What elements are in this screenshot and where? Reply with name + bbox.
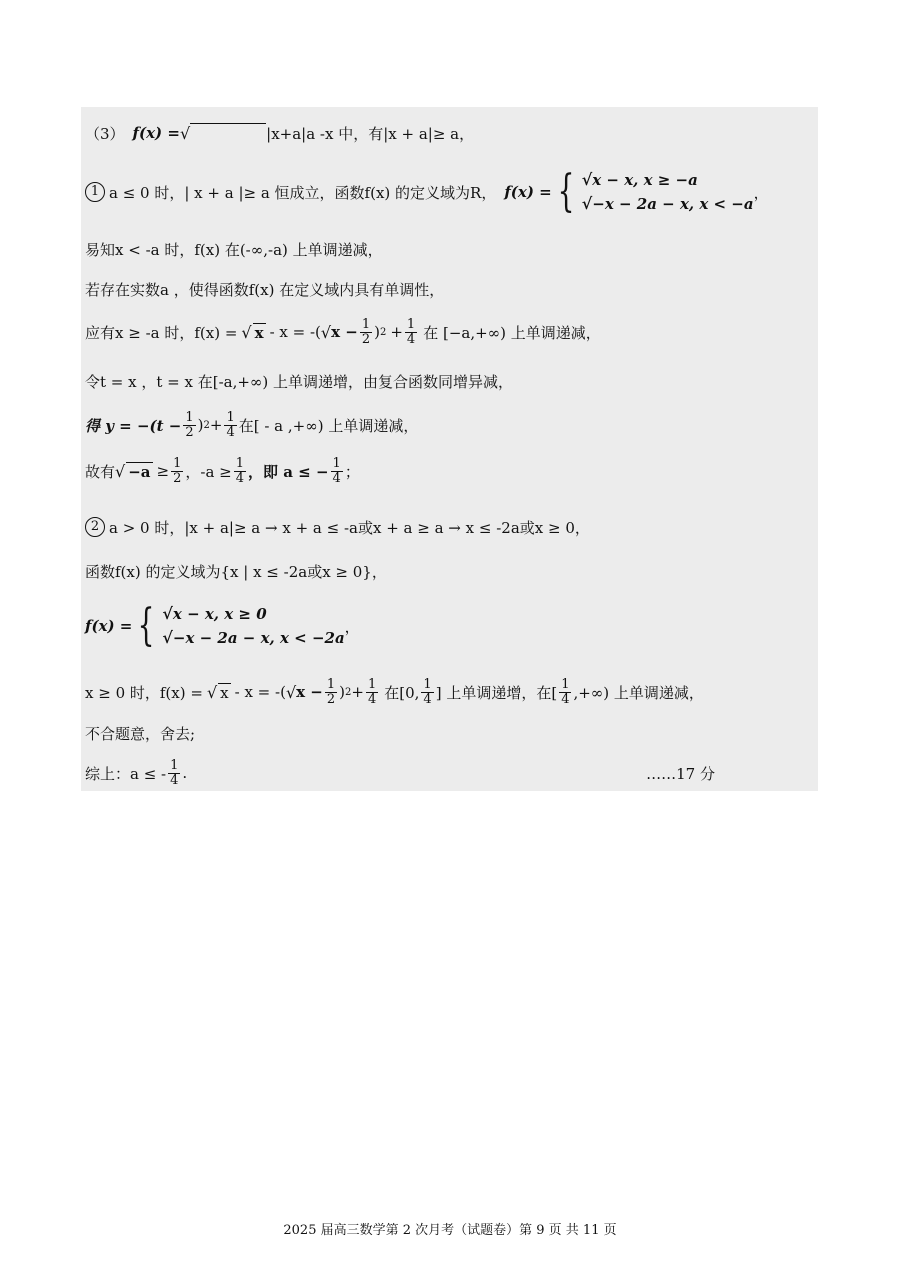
fraction-half: $\frac{1}{2}$ bbox=[361, 316, 371, 347]
line-6: 令t = x ，t = x 在[-a,+∞) 上单调递增，由复合函数同增异减， bbox=[85, 372, 514, 391]
line-part3-header bbox=[85, 113, 474, 153]
circled-1-icon: 1 bbox=[85, 182, 105, 202]
line-10: 函数f(x) 的定义域为{x | x ≤ -2a或x ≥ 0}， bbox=[85, 562, 387, 581]
solution-box bbox=[81, 107, 818, 791]
score-label: ……17 分 bbox=[646, 764, 715, 783]
function-label: f(x) = bbox=[85, 617, 133, 635]
fraction-quarter: $\frac{1}{4}$ bbox=[406, 316, 416, 347]
line-8: 故有 √ −a ≥ $\frac{1}{2}$ ，-a ≥ $\frac{1}{4}$ ，即 a ≤ − $\frac{1}{4}$ ； bbox=[85, 455, 360, 486]
brace-icon: { bbox=[137, 600, 155, 651]
case-2: √−x − 2a − x, x < −a bbox=[581, 194, 754, 213]
line-12: x ≥ 0 时，f(x) = √ x - x = -( √ x − $\frac{1}{2}$ ) 2 + $\frac{1}{4}$ 在[0, $\frac{1}{4}$ ] 上单调递增，在[ $\frac{1}{4}$ ,+∞) 上单调递减， bbox=[85, 676, 704, 707]
line-13: 不合题意，舍去; bbox=[85, 724, 196, 743]
brace-icon: { bbox=[557, 166, 575, 217]
function-def: f(x) = bbox=[132, 124, 180, 142]
line-4: 若存在实数a ，使得函数f(x) 在定义域内具有单调性， bbox=[85, 280, 445, 299]
line-14: 综上：a ≤ - $\frac{1}{4}$ . ……17 分 bbox=[85, 757, 715, 788]
line-case1 bbox=[85, 167, 769, 217]
circled-2-icon: 2 bbox=[85, 517, 105, 537]
line-text: a ≤ 0 时，| x + a |≥ a 恒成立，函数f(x) 的定义域为R， bbox=[109, 183, 497, 202]
part-number: （3） bbox=[85, 124, 125, 143]
function-label: f(x) = bbox=[504, 183, 552, 201]
line-text: |x+a|a -x 中，有|x + a|≥ a， bbox=[266, 124, 475, 143]
line-text: a > 0 时，|x + a|≥ a → x + a ≤ -a或x + a ≥ a → x ≤ -2a或x ≥ 0， bbox=[109, 518, 590, 537]
line-case2 bbox=[85, 507, 590, 547]
page-footer: 2025 届高三数学第 2 次月考（试题卷）第 9 页 共 11 页 bbox=[283, 1223, 617, 1238]
line-tail: ， bbox=[753, 183, 769, 202]
case-1: √x − x, x ≥ 0 bbox=[162, 604, 267, 623]
case-1: √x − x, x ≥ −a bbox=[581, 170, 698, 189]
piecewise bbox=[132, 602, 344, 650]
piecewise bbox=[552, 168, 754, 216]
line-11: f(x) = { √x − x, x ≥ 0 √−x − 2a − x, x < −2a ， bbox=[85, 600, 360, 651]
line-7: 得 y = −(t − $\frac{1}{2}$ ) 2 + $\frac{1}{4}$ 在[ - a ,+∞) 上单调递减， bbox=[85, 409, 419, 440]
sqrt-blank bbox=[190, 123, 266, 138]
sqrt-sign: √ bbox=[179, 123, 191, 143]
line-5: 应有x ≥ -a 时，f(x) = √ x - x = -( √ x − $\frac{1}{2}$ ) 2 + $\frac{1}{4}$ 在 [−a,+∞) 上单调递减， bbox=[85, 316, 601, 347]
case-2: √−x − 2a − x, x < −2a bbox=[162, 628, 345, 647]
line-3: 易知x < -a 时，f(x) 在(-∞,-a) 上单调递减， bbox=[85, 240, 383, 259]
